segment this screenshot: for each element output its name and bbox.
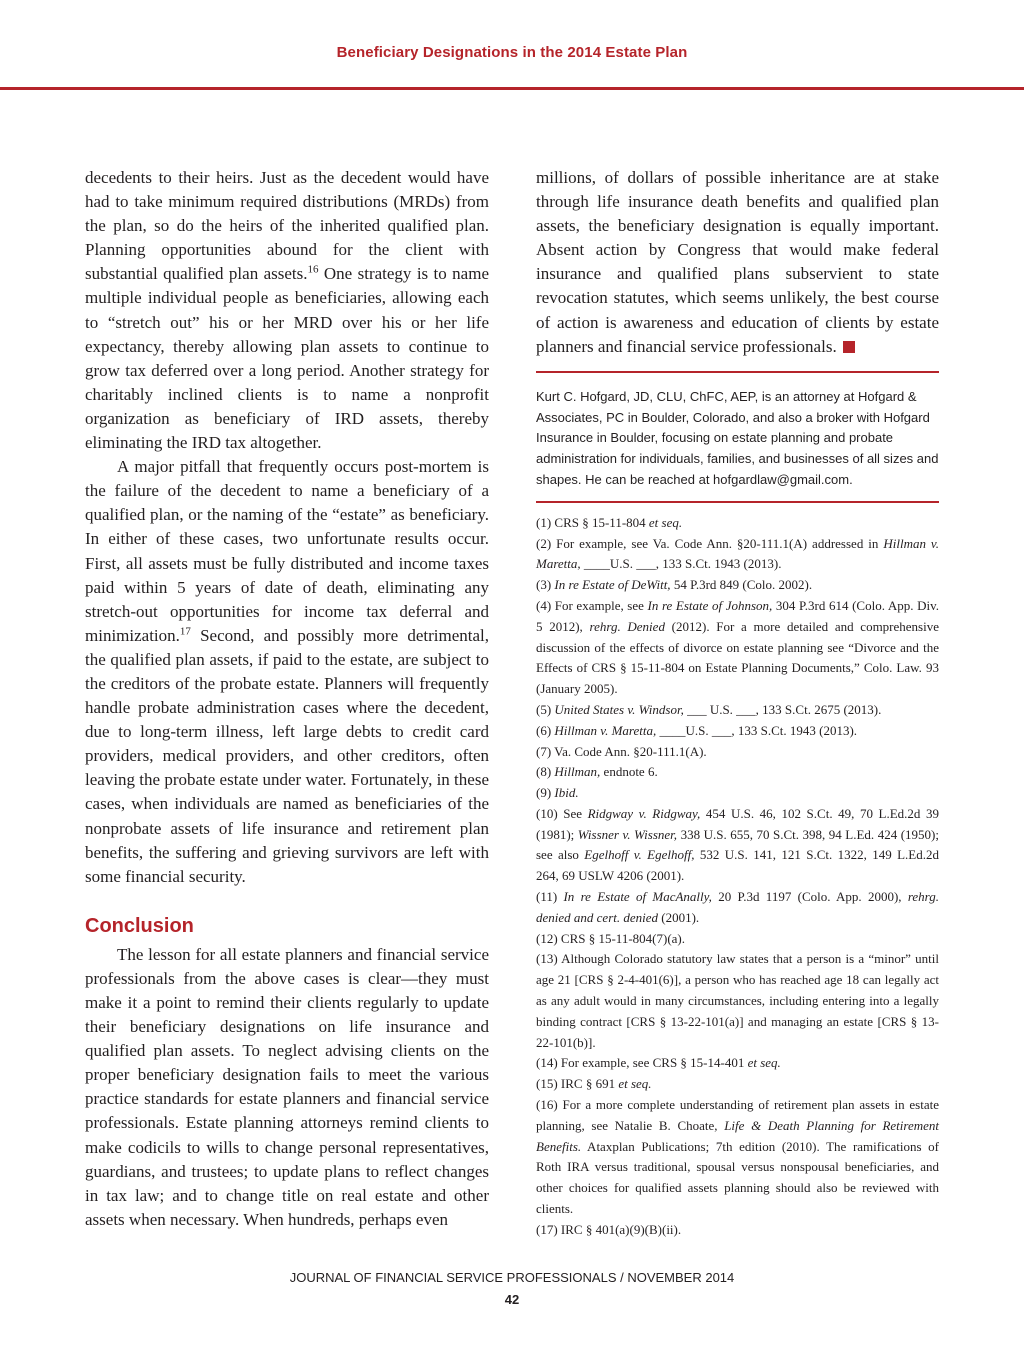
endnote-italic: et seq.: [618, 1076, 652, 1092]
endnote-text: (8): [536, 764, 555, 780]
endnote-16: [536, 1095, 939, 1220]
endnote-italic: In re Estate of Johnson,: [647, 597, 773, 613]
endnote-italic: et seq.: [648, 514, 683, 530]
endnote-text: (2012). For a more detailed and comprehensive discussion of the effects of divorce on estate planning see “Divorce and the Effects of CRS § 15-11-804 on Estate Planning Documents,” Colo. Law. 93 (January 2005).: [536, 618, 939, 697]
endnote-8: [536, 762, 939, 783]
endnote-italic: rehrg. Denied: [589, 618, 665, 634]
bio-top-rule: [536, 371, 939, 373]
paragraph-text: Second, and possibly more detrimental, the qualified plan assets, if paid to the estate, are subject to the creditors of the probate estate. Planners will frequently handle probate administration cases where the decedent, due to long-term illness, left large debts to credit card providers, medical providers, and other creditors, often leaving the probate estate under water. Fortunately, in these cases, when individuals are named as beneficiaries of the nonprobate assets of life insurance and retirement plan benefits, the suffering and grieving survivors are left with some financial security.: [85, 625, 489, 886]
endnote-text: 54 P.3rd 849 (Colo. 2002).: [670, 577, 813, 593]
endnote-text: (2) For example, see Va. Code Ann. §20-111.1(A) addressed in: [536, 535, 884, 551]
endnote-text: Ataxplan Publications; 7th edition (2010). The ramifications of Roth IRA versus traditional, spousal versus nonspousal beneficiaries, and other choices for qualified assets planning should also be reviewed with clients.: [536, 1138, 939, 1217]
endnote-text: (16) For a more complete understanding of retirement plan assets in estate planning, see Natalie B. Choate,: [536, 1097, 939, 1133]
endnote-5: [536, 700, 939, 721]
footer-journal-name: JOURNAL OF FINANCIAL SERVICE PROFESSIONALS / NOVEMBER 2014: [289, 1270, 735, 1285]
endnote-13: (13) Although Colorado statutory law states that a person is a “minor” until age 21 [CRS § 2-4-401(6)], a person who has reached age 18 can legally act as any adult would in many circumstances, including entering into a legally binding contract [CRS § 13-22-101(a)] and managing an estate [CRS § 13-22-101(b)].: [536, 951, 939, 1050]
endnote-text: (2001).: [658, 909, 700, 925]
endnote-text: ____U.S. ___, 133 S.Ct. 1943 (2013).: [656, 722, 858, 738]
endnote-1: [536, 513, 939, 534]
endnote-italic: rehrg. denied and cert. denied: [536, 889, 939, 925]
endnote-text: (10) See: [536, 805, 588, 821]
endnote-italic: United States v. Windsor,: [554, 701, 684, 717]
endnote-10: [536, 804, 939, 887]
endnote-text: 20 P.3d 1197 (Colo. App. 2000),: [711, 889, 908, 905]
endnote-text: 454 U.S. 46, 102 S.Ct. 49, 70 L.Ed.2d 39 (1981);: [536, 805, 939, 842]
endnote-italic: In re Estate of DeWitt,: [554, 577, 671, 593]
endnote-text: (5): [536, 701, 555, 717]
paragraph-text: A major pitfall that frequently occurs post-mortem is the failure of the decedent to name a beneficiary of a qualified plan, or the naming of the “estate” as beneficiary. In either of these cases, two unfortunate results occur. First, all assets must be fully distributed and income taxes paid within 5 years of date of death, eliminating any stretch-out opportunities for income tax deferral and minimization.: [85, 457, 489, 645]
endnote-italic: et seq.: [747, 1055, 781, 1071]
endnote-italic: Life & Death Planning for Retirement Benefits.: [536, 1117, 939, 1154]
endnote-text: (15) IRC § 691: [536, 1076, 619, 1092]
bio-bottom-rule: [536, 501, 939, 503]
paragraph-text: millions, of dollars of possible inheritance are at stake through life insurance death benefits and qualified plan assets, the beneficiary designation is equally important. Absent action by Congress that would make federal insurance and qualified plans subservient to state revocation statutes, which seems unlikely, the best course of action is awareness and education of clients by estate planners and financial service professionals.: [536, 168, 939, 356]
endnote-17: (17) IRC § 401(a)(9)(B)(ii).: [536, 1221, 682, 1237]
page-number: 42: [504, 1292, 520, 1307]
endnote-text: (6): [536, 722, 555, 738]
section-heading-conclusion: Conclusion: [85, 914, 194, 937]
endnote-2: [536, 534, 939, 576]
endnote-ref-17[interactable]: 17: [179, 625, 191, 638]
endnote-text: (4) For example, see: [536, 597, 648, 613]
endnote-italic: Hillman v. Maretta,: [536, 535, 939, 572]
endnote-italic: Hillman,: [554, 764, 601, 780]
endnote-text: (11): [536, 889, 564, 905]
endnote-italic: Wissner v. Wissner,: [577, 826, 678, 842]
endnote-11: [536, 887, 939, 929]
endnote-4: [536, 596, 939, 700]
endnote-ref-16[interactable]: 16: [307, 263, 319, 276]
endnote-italic: In re Estate of MacAnally,: [563, 889, 712, 905]
closing-paragraph: [536, 166, 939, 359]
left-column: [85, 166, 489, 1232]
endnote-text: (14) For example, see CRS § 15-14-401: [536, 1055, 748, 1071]
endnotes-list: [536, 513, 939, 1241]
endnote-text: ___ U.S. ___, 133 S.Ct. 2675 (2013).: [683, 701, 882, 717]
endnote-12: (12) CRS § 15-11-804(7)(a).: [536, 930, 685, 946]
endnote-text: (1) CRS § 15-11-804: [536, 514, 649, 530]
endnote-text: (3): [536, 577, 555, 593]
right-column: [536, 166, 939, 1241]
endnote-text: ____U.S. ___, 133 S.Ct. 1943 (2013).: [580, 556, 782, 572]
author-bio: Kurt C. Hofgard, JD, CLU, ChFC, AEP, is an attorney at Hofgard & Associates, PC in Boulder, Colorado, and also a broker with Hofgard Insurance in Boulder, focusing on estate planning and probate administration for individuals, families, and businesses of all sizes and shapes. He can be reached at hofgardlaw@gmail.com.: [536, 388, 939, 487]
endnote-7: (7) Va. Code Ann. §20-111.1(A).: [536, 743, 707, 759]
endnote-text: 532 U.S. 141, 121 S.Ct. 1322, 149 L.Ed.2d 264, 69 USLW 4206 (2001).: [536, 847, 939, 884]
endnote-text: 304 P.3rd 614 (Colo. App. Div. 5 2012),: [536, 597, 939, 634]
endnote-italic: Egelhoff v. Egelhoff,: [584, 847, 695, 863]
endnote-italic: Ibid.: [554, 785, 579, 801]
endnote-9: [536, 783, 939, 804]
paragraph-text: One strategy is to name multiple individual people as beneficiaries, allowing each to “stretch out” his or her MRD over his or her life expectancy, thereby allowing plan assets to continue to grow tax deferred over a long period. Another strategy for charitably inclined clients is to name a nonprofit organization as beneficiary of IRD assets, thereby eliminating the IRD tax altogether.: [85, 264, 489, 453]
endnote-italic: Ridgway v. Ridgway,: [587, 805, 701, 821]
endnote-15: [536, 1074, 939, 1095]
paragraph-text: decedents to their heirs. Just as the decedent would have had to take minimum required distributions (MRDs) from the plan, so do the heirs of the inherited qualified plan. Planning opportunities abound for the client with substantial qualified plan assets.: [85, 168, 489, 284]
header-rule: [0, 87, 1024, 90]
endnote-14: [536, 1053, 939, 1074]
endnote-italic: Hillman v. Maretta,: [554, 722, 657, 738]
conclusion-paragraph: The lesson for all estate planners and financial service professionals from the above cases is clear—they must make it a point to remind their clients regularly to update their beneficiary designations on life insurance and qualified plan assets. To neglect advising clients on the proper beneficiary designation fails to meet the various practice standards for estate planners and financial service professionals. Estate planning attorneys remind clients to make codicils to wills to change personal representatives, guardians, and trustees; to update plans to reflect changes in tax law; and to change title on real estate and other assets when necessary. When hundreds, perhaps even: [85, 944, 489, 1229]
endnote-6: [536, 721, 939, 742]
endnote-text: endnote 6.: [600, 764, 658, 780]
endnote-3: [536, 575, 939, 596]
body-paragraph-2: [85, 455, 489, 889]
endnote-text: (9): [536, 785, 555, 801]
body-paragraph-1: [85, 166, 489, 455]
end-of-article-square-icon: [843, 341, 855, 353]
endnote-text: 338 U.S. 655, 70 S.Ct. 398, 94 L.Ed. 424 (1950); see also: [536, 826, 939, 863]
running-header-title: Beneficiary Designations in the 2014 Estate Plan: [336, 44, 688, 61]
